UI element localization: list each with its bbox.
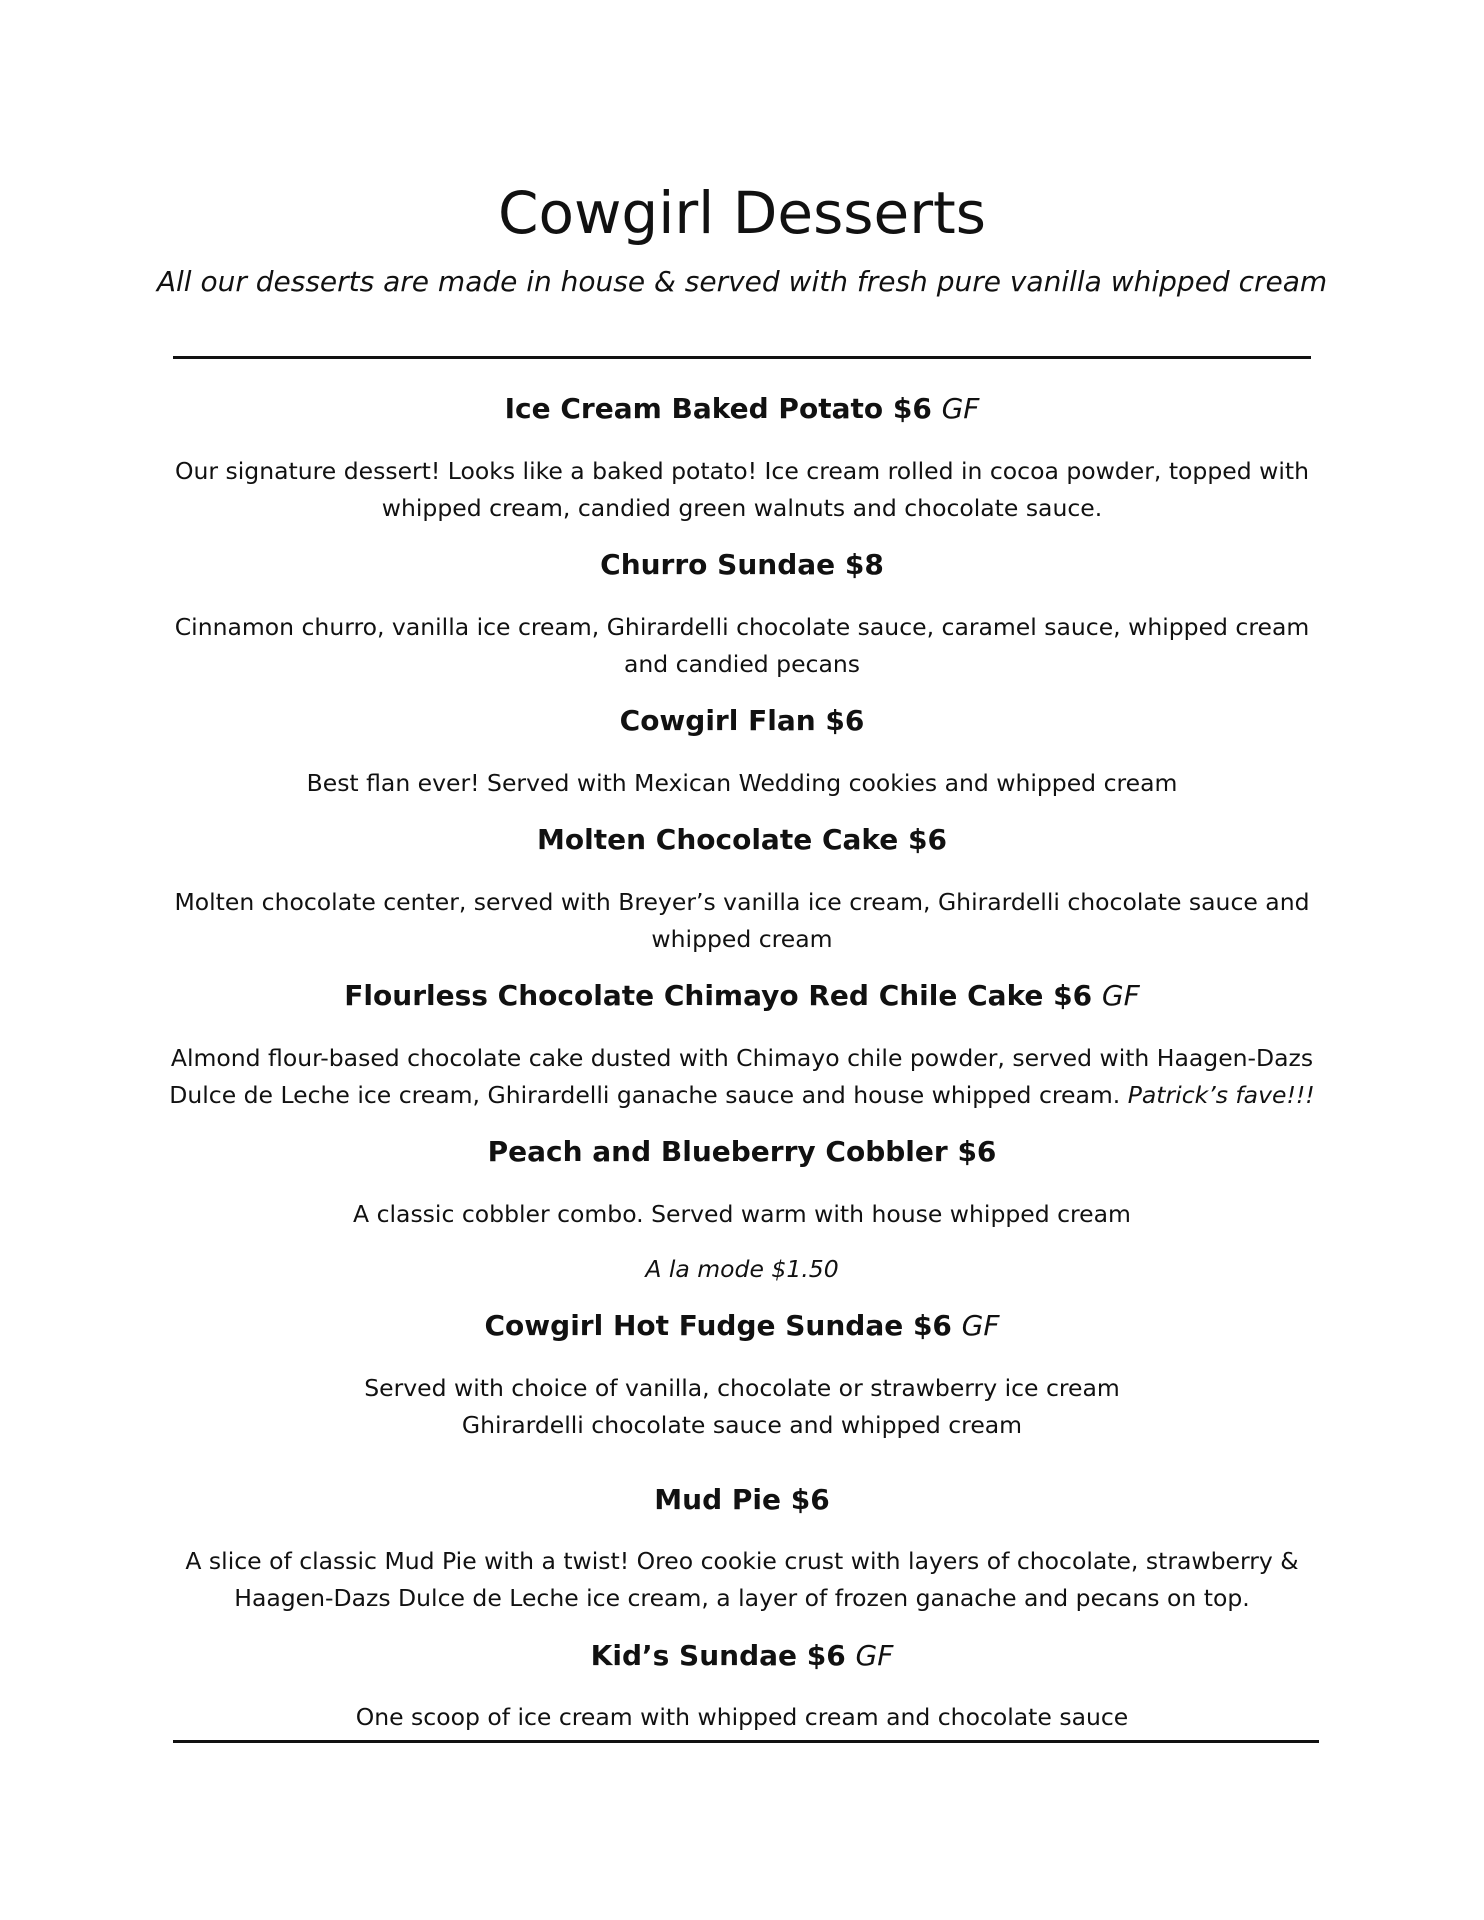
item-description-line: Ghirardelli chocolate sauce and whipped cream [461, 1411, 1023, 1439]
item-price: $6 [912, 1309, 952, 1342]
item-description: A slice of classic Mud Pie with a twist! Oreo cookie crust with layers of chocolate, strawberry & Haagen-Dazs Dulce de Leche ice cream, a layer of frozen ganache and pecans on top. [185, 1547, 1299, 1612]
page-subtitle: All our desserts are made in house & served with fresh pure vanilla whipped cream [156, 265, 1328, 298]
menu-item-title [0, 1480, 1484, 1520]
item-price: $8 [844, 548, 884, 581]
page-title: Cowgirl Desserts [497, 179, 986, 247]
gluten-free-tag: GF [1101, 979, 1140, 1012]
menu-item-title [0, 389, 1484, 429]
item-price: $6 [1053, 979, 1093, 1012]
item-name: Peach and Blueberry Cobbler [487, 1135, 948, 1168]
item-description: One scoop of ice cream with whipped cream and chocolate sauce [355, 1703, 1129, 1731]
menu-item-title [0, 976, 1484, 1016]
item-price: $6 [908, 823, 947, 856]
a-la-mode-note: A la mode $1.50 [645, 1255, 839, 1283]
item-name: Molten Chocolate Cake [537, 823, 899, 856]
gluten-free-tag: GF [941, 392, 980, 425]
item-name: Ice Cream Baked Potato [504, 392, 884, 425]
item-description: A classic cobbler combo. Served warm with house whipped cream [353, 1200, 1131, 1228]
item-price: $6 [806, 1639, 846, 1672]
item-description-text: Almond flour-based chocolate cake dusted with Chimayo chile powder, served with Haagen-Dazs Dulce de Leche ice cream, Ghirardelli ganache sauce and house whipped cream. [169, 1044, 1314, 1109]
item-description: Our signature dessert! Looks like a baked potato! Ice cream rolled in cocoa powder, topped with whipped cream, candied green walnuts and chocolate sauce. [175, 457, 1309, 522]
item-name: Mud Pie [654, 1483, 781, 1516]
menu-item-title [0, 1306, 1484, 1346]
item-name: Cowgirl Flan [619, 704, 816, 737]
menu-item-title [0, 820, 1484, 860]
item-description [150, 1370, 1334, 1444]
menu-item-title [0, 1636, 1484, 1676]
item-name: Flourless Chocolate Chimayo Red Chile Cake [344, 979, 1044, 1012]
staff-favorite-note: Patrick’s fave!!! [1127, 1081, 1315, 1109]
menu-item-title [0, 701, 1484, 741]
item-price: $6 [957, 1135, 997, 1168]
menu-item-title [0, 545, 1484, 585]
item-price: $6 [892, 392, 932, 425]
bottom-divider [173, 1740, 1319, 1743]
gluten-free-tag: GF [855, 1639, 894, 1672]
item-price: $6 [825, 704, 865, 737]
top-divider [173, 356, 1311, 359]
item-description: Molten chocolate center, served with Breyer’s vanilla ice cream, Ghirardelli chocolate sauce and whipped cream [174, 888, 1310, 953]
item-description: Cinnamon churro, vanilla ice cream, Ghirardelli chocolate sauce, caramel sauce, whipped cream and candied pecans [174, 613, 1310, 678]
item-description: Best flan ever! Served with Mexican Wedding cookies and whipped cream [306, 769, 1178, 797]
menu-item-title [0, 1132, 1484, 1172]
item-description [150, 1040, 1334, 1114]
item-price: $6 [790, 1483, 830, 1516]
item-description-line: Served with choice of vanilla, chocolate or strawberry ice cream [364, 1374, 1120, 1402]
item-name: Kid’s Sundae [590, 1639, 798, 1672]
item-name: Churro Sundae [600, 548, 836, 581]
item-name: Cowgirl Hot Fudge Sundae [484, 1309, 904, 1342]
gluten-free-tag: GF [961, 1309, 1000, 1342]
